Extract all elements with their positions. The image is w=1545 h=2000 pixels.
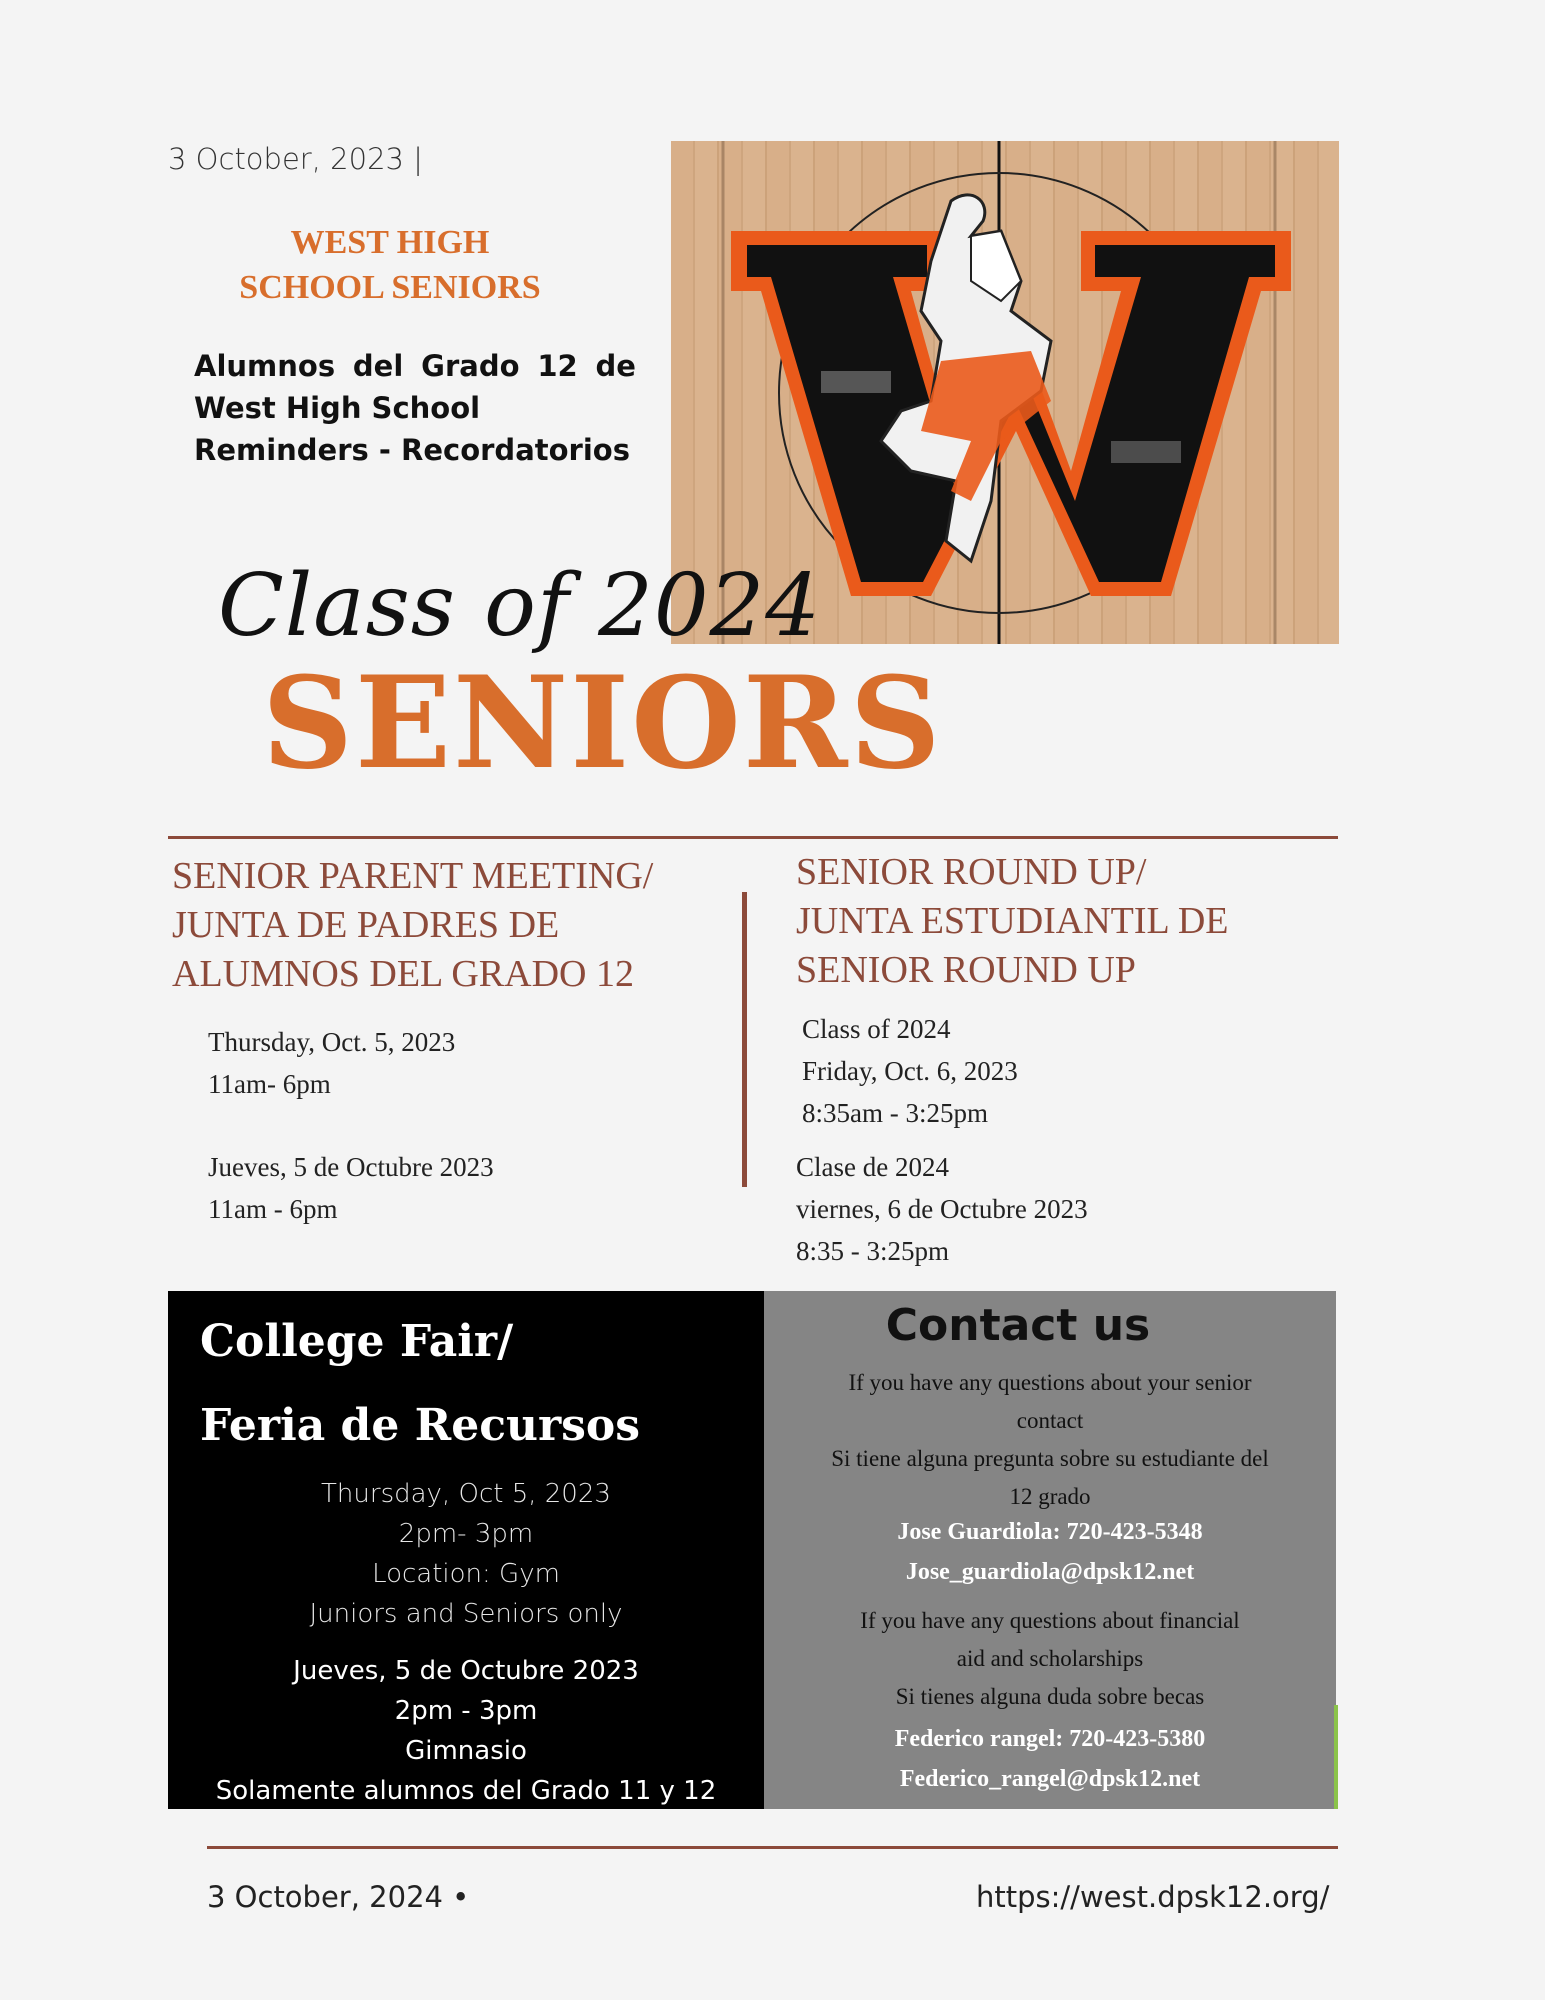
round-up-en <box>802 1008 1018 1134</box>
top-divider <box>168 836 1338 839</box>
counselor2-contact <box>776 1719 1324 1799</box>
parent-meeting-es-time: 11am - 6pm <box>208 1194 338 1224</box>
subtitle-word: 12 <box>537 349 578 383</box>
counselor2-phone: Federico rangel: 720-423-5380 <box>894 1726 1206 1752</box>
contact-line: If you have any questions about your senior <box>848 1370 1252 1395</box>
counselor2-email[interactable]: Federico_rangel@dpsk12.net <box>899 1766 1201 1792</box>
round-up-heading <box>796 848 1229 995</box>
issue-date: 3 October, 2023 | <box>168 142 423 176</box>
parent-meeting-en <box>208 1021 455 1105</box>
heading-line: SENIOR PARENT MEETING/ <box>172 855 654 897</box>
contact-line: Si tienes alguna duda sobre becas <box>895 1684 1205 1709</box>
footer-url-link[interactable]: https://west.dpsk12.org/ <box>976 1880 1330 1914</box>
college-fair-en-line: Location: Gym <box>372 1559 560 1589</box>
heading-line: ALUMNOS DEL GRADO 12 <box>172 953 634 995</box>
subtitle-word: Grado <box>421 349 520 383</box>
heading-line: SENIOR ROUND UP/ <box>796 851 1147 893</box>
subtitle-line3: Reminders - Recordatorios <box>194 433 630 467</box>
heading-line: JUNTA ESTUDIANTIL DE <box>796 900 1229 942</box>
contact-line: 12 grado <box>1009 1484 1091 1509</box>
subtitle <box>194 345 636 471</box>
college-fair-en-line: 2pm- 3pm <box>398 1519 534 1549</box>
subtitle-word: del <box>352 349 404 383</box>
seniors-heading: SENIORS <box>262 649 943 797</box>
class-of-heading: Class of 2024 <box>218 556 821 656</box>
school-title-line1: WEST HIGH <box>290 224 490 261</box>
heading-line: SENIOR ROUND UP <box>796 949 1136 991</box>
subtitle-line2: West High School <box>194 391 481 425</box>
college-fair-en-line: Thursday, Oct 5, 2023 <box>321 1479 611 1509</box>
college-fair-es-line: Jueves, 5 de Octubre 2023 <box>293 1656 639 1686</box>
contact-line: aid and scholarships <box>956 1646 1144 1671</box>
round-up-es-date: viernes, 6 de Octubre 2023 <box>796 1194 1088 1224</box>
subtitle-line1 <box>194 345 636 387</box>
round-up-en-time: 8:35am - 3:25pm <box>802 1098 988 1128</box>
footer-date: 3 October, 2024 • <box>207 1880 470 1914</box>
senior-question <box>776 1364 1324 1516</box>
college-fair-es <box>168 1651 764 1811</box>
subtitle-word: Alumnos <box>194 349 336 383</box>
contact-line: Si tiene alguna pregunta sobre su estudiante del <box>831 1446 1269 1471</box>
college-fair-es-line: Gimnasio <box>405 1736 527 1766</box>
parent-meeting-es-date: Jueves, 5 de Octubre 2023 <box>208 1152 494 1182</box>
accent-strip <box>1334 1705 1338 1809</box>
parent-meeting-es <box>208 1146 494 1230</box>
college-fair-en-line: Juniors and Seniors only <box>309 1599 623 1629</box>
school-title <box>200 220 580 310</box>
parent-meeting-en-date: Thursday, Oct. 5, 2023 <box>208 1027 456 1057</box>
contact-line: contact <box>1016 1408 1084 1433</box>
round-up-es-time: 8:35 - 3:25pm <box>796 1236 949 1266</box>
contact-line: If you have any questions about financial <box>860 1608 1240 1633</box>
round-up-en-date: Friday, Oct. 6, 2023 <box>802 1056 1018 1086</box>
college-fair-es-line: Solamente alumnos del Grado 11 y 12 <box>215 1776 717 1806</box>
counselor1-phone: Jose Guardiola: 720-423-5348 <box>897 1519 1203 1545</box>
heading-line: JUNTA DE PADRES DE <box>172 904 560 946</box>
round-up-es <box>796 1146 1088 1272</box>
college-fair-es-line: 2pm - 3pm <box>394 1696 538 1726</box>
parent-meeting-en-time: 11am- 6pm <box>208 1069 331 1099</box>
column-divider <box>742 892 747 1187</box>
school-title-line2: SCHOOL SENIORS <box>239 269 541 306</box>
round-up-es-class: Clase de 2024 <box>796 1152 949 1182</box>
contact-title: Contact us <box>885 1300 1151 1351</box>
college-fair-title-line2: Feria de Recursos <box>200 1400 641 1451</box>
parent-meeting-heading <box>172 852 653 999</box>
bottom-divider <box>207 1846 1338 1849</box>
round-up-en-class: Class of 2024 <box>802 1014 951 1044</box>
counselor1-contact <box>776 1512 1324 1592</box>
college-fair-title-line1: College Fair/ <box>200 1316 514 1367</box>
college-fair-en <box>168 1474 764 1634</box>
subtitle-word: de <box>595 349 636 383</box>
counselor1-email[interactable]: Jose_guardiola@dpsk12.net <box>905 1559 1195 1585</box>
aid-question <box>776 1602 1324 1716</box>
